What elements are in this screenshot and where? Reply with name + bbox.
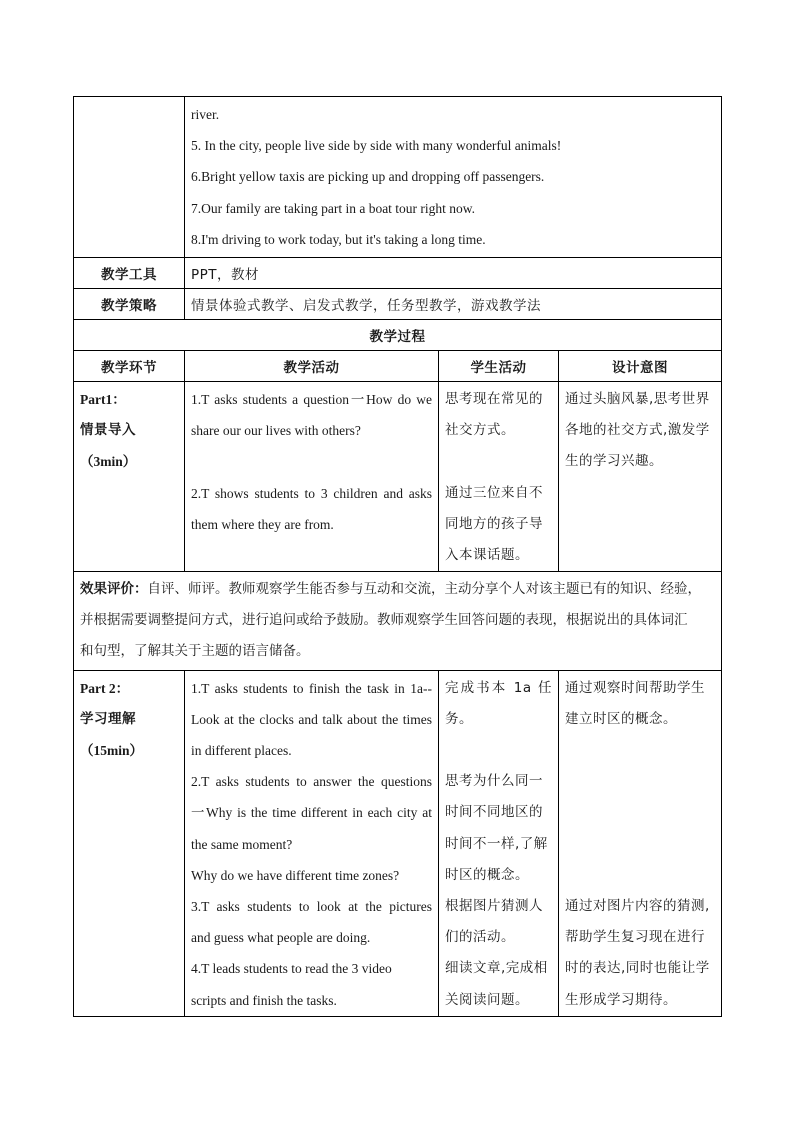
part2-student-line: 思考为什么同一 [445,773,543,790]
sentence-line: 8.I'm driving to work today, but it's taking a long time. [191,231,486,247]
sentences-row [74,97,722,258]
part2-student-line: 时区的概念。 [445,866,529,883]
part2-teacher-line: the same moment? [191,836,293,852]
part2-stage-cell [74,670,185,1016]
tools-row [74,257,722,288]
part2-design-line: 帮助学生复习现在进行 [565,929,705,946]
part1-teacher-line: 2.T shows students to 3 children and asks [191,485,432,501]
part1-teacher-line [191,446,432,477]
evaluation-row [74,572,722,671]
evaluation-text: 自评、师评。教师观察学生能否参与互动和交流，主动分享个人对该主题已有的知识、经验， [147,581,701,598]
part2-design-line: 通过对图片内容的猜测, [565,897,710,914]
part1-design-line: 生的学习兴趣。 [565,453,663,470]
evaluation-line: 并根据需要调整提问方式，进行追问或给予鼓励。教师观察学生回答问题的表现，根据说出的具体词汇 [80,612,688,629]
part1-row [74,381,722,571]
part2-student-cell [439,670,559,1016]
part2-teacher-line: and guess what people are doing. [191,930,371,946]
part2-row [74,670,722,1016]
header-row [74,350,722,381]
part2-design-line [565,797,715,828]
part1-student-line: 通过三位来自不 [445,484,543,501]
part2-design-line [565,735,715,766]
evaluation-cell [74,572,722,671]
part2-student-line: 完成书本 1a 任 [445,679,552,696]
strategy-label: 教学策略 [74,288,185,319]
strategy-value: 情景体验式教学、启发式教学，任务型教学，游戏教学法 [185,288,722,319]
tools-value: PPT，教材 [185,257,722,288]
part1-student-line: 入本课话题。 [445,546,529,563]
part2-student-line: 们的活动。 [445,929,515,946]
part2-design-line: 时的表达,同时也能让学 [565,960,710,977]
part1-design-line: 通过头脑风暴,思考世界 [565,390,710,407]
part2-teacher-cell [185,670,439,1016]
part1-title: Part1： [80,391,126,407]
part1-teacher-cell [185,381,439,571]
part2-student-line: 务。 [445,710,473,727]
part2-teacher-line: 2.T asks students to answer the questions [191,774,432,790]
part1-teacher-line: share our our lives with others? [191,423,361,439]
part1-student-line: 社交方式。 [445,422,515,439]
process-title: 教学过程 [74,319,722,350]
part2-teacher-line: 4.T leads students to read the 3 video [191,961,392,977]
part2-student-line: 根据图片猜测人 [445,897,543,914]
part2-teacher-line: Look at the clocks and talk about the times [191,711,432,727]
part2-design-line [565,766,715,797]
part2-design-cell [559,670,722,1016]
part1-teacher-line: them where they are from. [191,516,334,532]
evaluation-line [80,574,715,605]
part2-name: 学习理解 [80,710,136,727]
lesson-plan-table [73,96,722,1017]
part1-teacher-line: 1.T asks students a question一How do we [191,391,432,407]
part1-student-line: 同地方的孩子导 [445,515,543,532]
header-teacher-activity: 教学活动 [185,350,439,381]
part1-teacher-line [191,540,432,571]
part1-time: （3min） [80,454,137,470]
part2-design-line: 生形成学习期待。 [565,991,677,1008]
part2-title: Part 2： [80,680,130,696]
part2-teacher-line: 1.T asks students to finish the task in 1a-- [191,680,432,696]
sentences-label-cell [74,97,185,258]
part2-design-line: 通过观察时间帮助学生 [565,679,705,696]
part1-name: 情景导入 [80,422,136,439]
part2-teacher-line: in different places. [191,743,292,758]
part2-student-line [445,735,552,766]
part1-design-line: 各地的社交方式,激发学 [565,422,710,439]
part1-design-cell [559,381,722,571]
sentence-line: 5. In the city, people live side by side with many wonderful animals! [191,138,562,154]
process-title-row [74,319,722,350]
strategy-row [74,288,722,319]
part2-student-line: 时间不同地区的 [445,804,543,821]
part2-time: （15min） [80,743,144,758]
part2-student-line: 关阅读问题。 [445,991,529,1008]
part2-teacher-line: 一Why is the time different in each city at [191,805,432,821]
sentence-line: river. [191,107,220,122]
evaluation-label: 效果评价： [80,581,148,598]
part1-stage-cell [74,381,185,571]
part2-student-line: 细读文章,完成相 [445,960,548,977]
sentences-cell [185,97,722,258]
part1-student-line [445,446,552,477]
part2-design-line [565,860,715,891]
tools-label: 教学工具 [74,257,185,288]
sentence-line: 7.Our family are taking part in a boat tour right now. [191,200,476,216]
header-stage: 教学环节 [74,350,185,381]
part2-teacher-line: 3.T asks students to look at the pictures [191,898,432,914]
part2-teacher-line: Why do we have different time zones? [191,867,400,883]
part2-design-line [565,829,715,860]
header-student-activity: 学生活动 [439,350,559,381]
part2-design-line: 建立时区的概念。 [565,710,677,727]
evaluation-line: 和句型，了解其关于主题的语言储备。 [80,643,310,660]
part2-teacher-line: scripts and finish the tasks. [191,992,337,1008]
part1-student-cell [439,381,559,571]
part1-student-line: 思考现在常见的 [445,390,543,407]
part2-student-line: 时间不一样,了解 [445,835,548,852]
header-design-intent: 设计意图 [559,350,722,381]
sentence-line: 6.Bright yellow taxis are picking up and dropping off passengers. [191,169,545,185]
